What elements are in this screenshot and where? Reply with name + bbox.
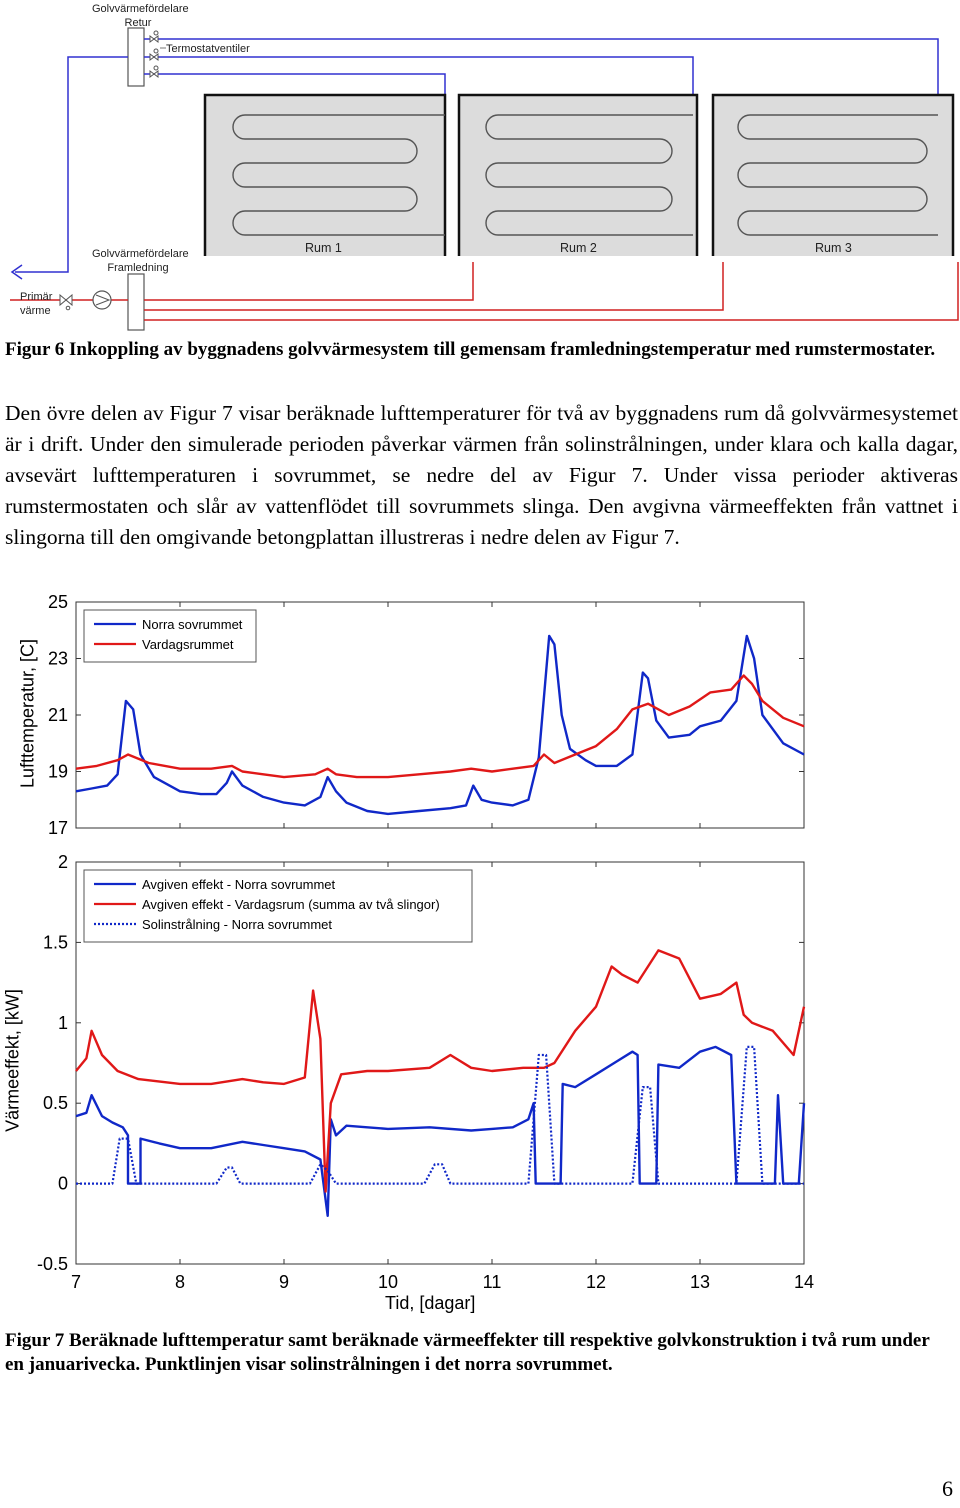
label-fram-line1: Golvvärmefördelare (92, 248, 189, 260)
label-primar-line1: Primär (20, 291, 53, 303)
thermostat-valve-icons (150, 31, 158, 77)
y-tick-label: 19 (47, 761, 68, 782)
x-tick-label: 11 (482, 1272, 502, 1292)
room-rum3 (713, 95, 953, 260)
label-retur-line1: Golvvärmefördelare (92, 3, 189, 15)
y-tick-label: 21 (47, 705, 68, 725)
return-manifold (128, 28, 144, 86)
x-tick-label: 7 (70, 1272, 82, 1292)
page-number: 6 (942, 1476, 953, 1501)
y-tick-label: 1.5 (42, 932, 68, 953)
body-paragraph: Den övre delen av Figur 7 visar beräknade lufttemperaturer för två av byggnadens rum då golvvärmesystemet är i drift. Under den simulerade perioden påverkar värmen från solinstrålningen, under klara och kalla dagar, avsevärt lufttemperaturen i sovrummet, se nedre del av Figur 7. Under vissa perioder aktiveras rumstermostaten och slår av vattenflödet till sovrummets slinga. Den avgivna värmeeffekten från vattnet i slingorna till den omgivande betongplattan illustreras i nedre delen av Figur 7. (5, 401, 958, 549)
label-primar-line2: värme (20, 305, 51, 317)
y-tick-label: 23 (47, 648, 68, 669)
chart-top-ylabel: Lufttemperatur, [C] (17, 638, 38, 789)
series-line (76, 676, 804, 778)
x-tick-label: 9 (278, 1272, 290, 1292)
label-primar-varme (20, 290, 52, 318)
figure6-caption: Figur 6 Inkoppling av byggnadens golvvärmesystem till gemensam framledningstemperatur med rumstermostater. (5, 339, 936, 360)
x-tick-label: 13 (689, 1272, 711, 1292)
label-retur-line2: Retur (124, 17, 152, 29)
series-line (76, 950, 804, 1191)
x-tick-label: 14 (793, 1272, 815, 1292)
label-termostatventiler: Termostatventiler (166, 43, 250, 55)
label-fram-manifold (92, 247, 189, 275)
legend-label: Avgiven effekt - Vardagsrum (summa av två slingor) (142, 897, 440, 912)
figure6-diagram (0, 0, 960, 335)
x-tick-label: 8 (174, 1272, 186, 1292)
series-line (76, 636, 804, 814)
y-tick-label: 2 (57, 852, 68, 872)
y-tick-label: 1 (57, 1012, 68, 1033)
return-line-primary (15, 57, 128, 272)
chart-bottom-xlabel: Tid, [dagar] (385, 1293, 476, 1313)
legend-label: Vardagsrummet (142, 637, 234, 652)
y-tick-label: -0.5 (36, 1254, 68, 1274)
legend-label: Avgiven effekt - Norra sovrummet (142, 877, 336, 892)
y-tick-label: 25 (47, 592, 68, 612)
x-tick-label: 12 (585, 1272, 607, 1292)
room-rum1 (205, 95, 445, 260)
label-retur-manifold (92, 2, 189, 30)
label-rum2: Rum 2 (560, 241, 597, 255)
y-tick-label: 0.5 (42, 1093, 68, 1114)
supply-manifold (128, 274, 144, 330)
room-rum2 (459, 95, 697, 260)
series-line (76, 1047, 804, 1216)
label-fram-line2: Framledning (107, 262, 169, 274)
x-tick-label: 10 (377, 1272, 399, 1292)
chart-bottom-power (0, 850, 960, 1320)
series-line (76, 1047, 804, 1184)
chart-bottom-ylabel: Värmeeffekt, [kW] (2, 989, 23, 1132)
label-rum1: Rum 1 (305, 241, 342, 255)
label-rum3: Rum 3 (815, 241, 852, 255)
figure7-caption: Figur 7 Beräknade lufttemperatur samt beräknade värmeeffekter till respektive golvkonstruktion i två rum under en januarivecka. Punktlinjen visar solinstrålningen i det norra sovrummet. (5, 1330, 930, 1375)
y-tick-label: 17 (47, 818, 68, 838)
supply-line-rum1 (144, 258, 473, 300)
legend-label: Solinstrålning - Norra sovrummet (142, 917, 333, 932)
chart-top-temperature (0, 590, 960, 840)
valve-icon (60, 295, 72, 305)
y-tick-label: 0 (57, 1173, 68, 1194)
legend-label: Norra sovrummet (142, 617, 243, 632)
supply-line-rum2 (144, 258, 723, 310)
